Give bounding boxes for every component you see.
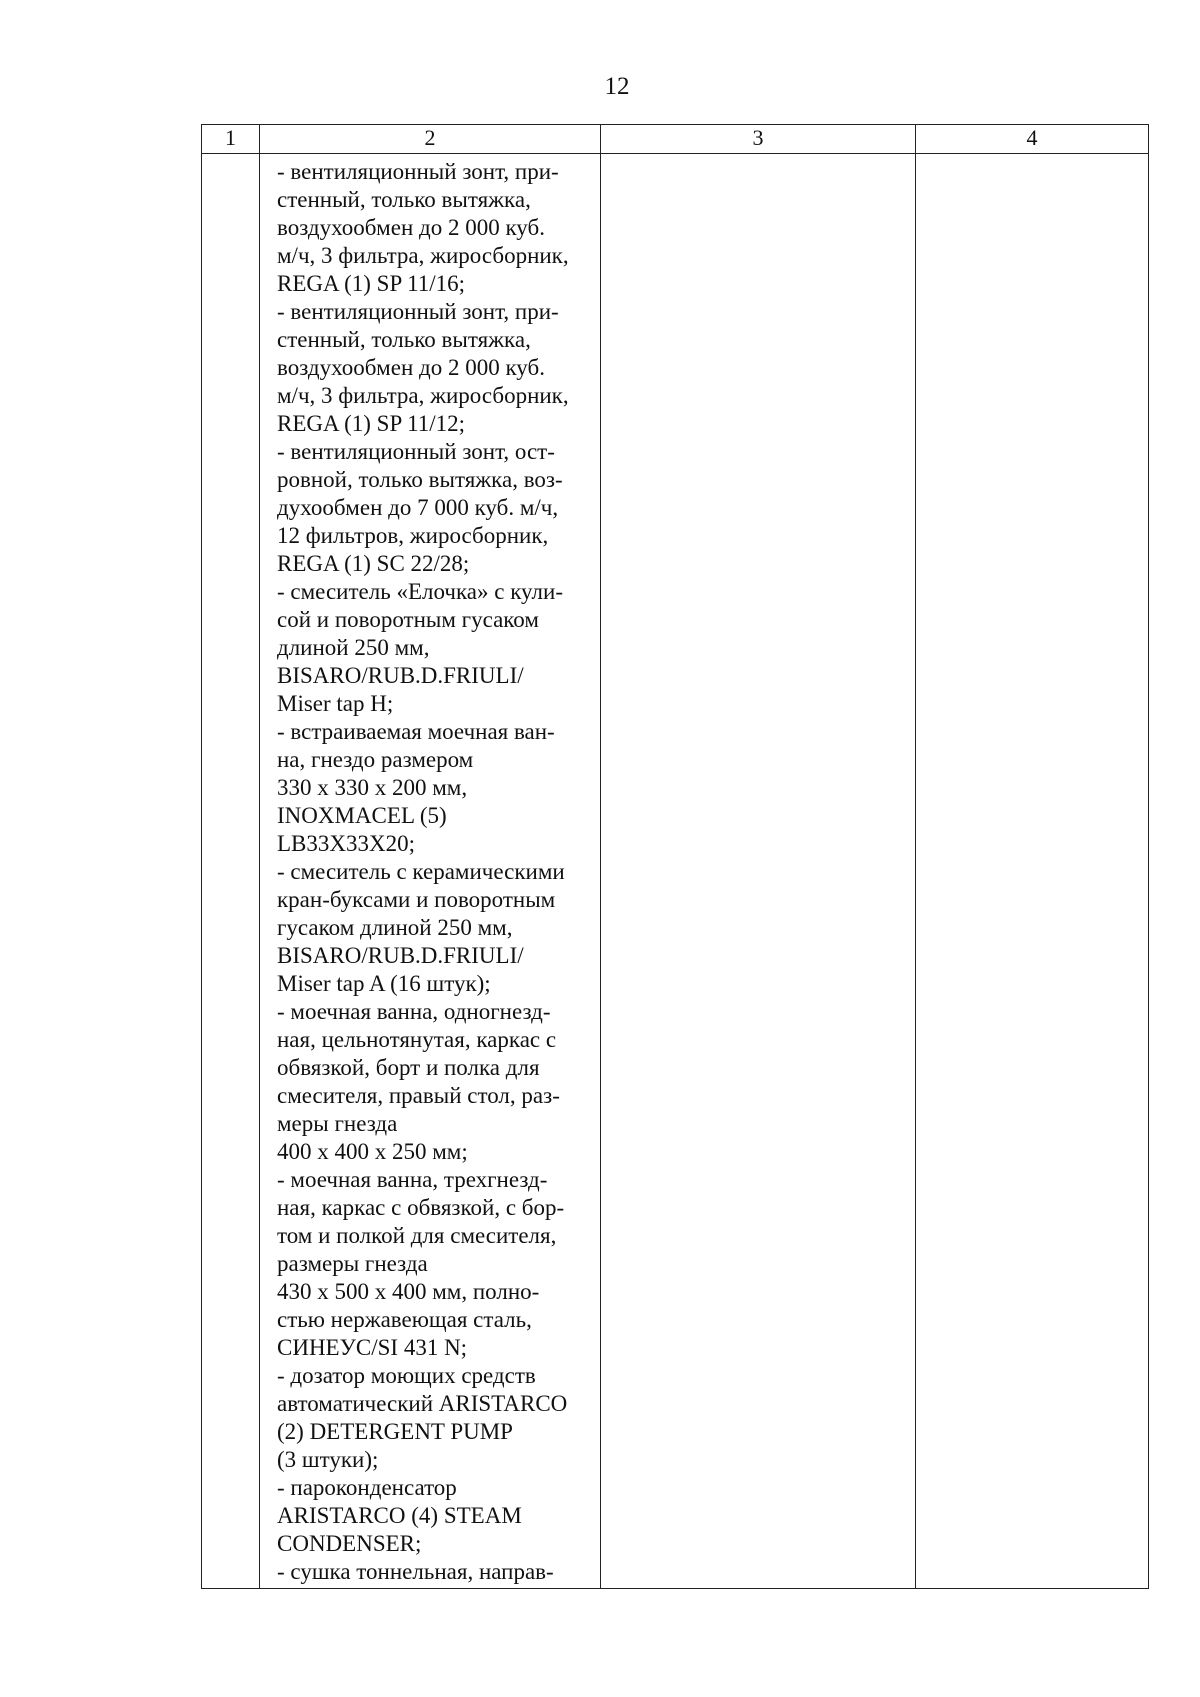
text-line: смесителя, правый стол, раз- [277, 1083, 560, 1108]
text-line: (2) DETERGENT PUMP [277, 1419, 513, 1444]
table-row [202, 154, 1149, 1589]
text-line: BISARO/RUB.D.FRIULI/ [277, 943, 524, 968]
text-line: (3 штуки); [277, 1447, 379, 1472]
text-line: кран-буксами и поворотным [277, 887, 556, 912]
column-header-3: 3 [601, 125, 916, 154]
text-line: Miser tap H; [277, 691, 394, 716]
text-line: духообмен до 7 000 куб. м/ч, [277, 495, 559, 520]
text-line: на, гнездо размером [277, 747, 474, 772]
text-line: - встраиваемая моечная ван- [277, 719, 555, 744]
text-line: воздухообмен до 2 000 куб. [277, 355, 545, 380]
text-line: - вентиляционный зонт, при- [277, 299, 559, 324]
text-line: ная, каркас с обвязкой, с бор- [277, 1195, 565, 1220]
table-header-row [202, 125, 1149, 154]
document-table [201, 124, 1149, 1589]
text-line: - вентиляционный зонт, ост- [277, 439, 555, 464]
text-line: - моечная ванна, одногнезд- [277, 999, 551, 1024]
text-line: СИНЕУС/SI 431 N; [277, 1335, 468, 1360]
page-number: 12 [604, 73, 630, 100]
cell-column-3 [601, 154, 916, 1589]
text-line: том и полкой для смесителя, [277, 1223, 557, 1248]
text-line: BISARO/RUB.D.FRIULI/ [277, 663, 524, 688]
text-line: - смеситель «Елочка» с кули- [277, 579, 563, 604]
text-line: - пароконденсатор [277, 1475, 457, 1500]
text-line: автоматический ARISTARCO [277, 1391, 568, 1416]
text-line: - дозатор моющих средств [277, 1363, 536, 1388]
text-line: 330 x 330 x 200 мм, [277, 775, 468, 800]
text-line: стенный, только вытяжка, [277, 187, 531, 212]
text-line: LB33X33X20; [277, 831, 415, 856]
text-line: стенный, только вытяжка, [277, 327, 531, 352]
text-line: стью нержавеющая сталь, [277, 1307, 532, 1332]
text-line: - вентиляционный зонт, при- [277, 159, 559, 184]
text-line: длиной 250 мм, [277, 635, 430, 660]
equipment-list [260, 154, 600, 1586]
column-header-2: 2 [260, 125, 601, 154]
text-line: воздухообмен до 2 000 куб. [277, 215, 545, 240]
cell-column-4 [916, 154, 1149, 1589]
cell-column-2 [260, 154, 601, 1589]
text-line: м/ч, 3 фильтра, жиросборник, [277, 243, 569, 268]
text-line: меры гнезда [277, 1111, 398, 1136]
column-header-1: 1 [202, 125, 260, 154]
text-line: REGA (1) SP 11/12; [277, 411, 466, 436]
text-line: REGA (1) SP 11/16; [277, 271, 466, 296]
text-line: - смеситель с керамическими [277, 859, 565, 884]
text-line: обвязкой, борт и полка для [277, 1055, 540, 1080]
text-line: ная, цельнотянутая, каркас с [277, 1027, 557, 1052]
column-header-4: 4 [916, 125, 1149, 154]
text-line: 12 фильтров, жиросборник, [277, 523, 549, 548]
text-line: размеры гнезда [277, 1251, 428, 1276]
text-line: м/ч, 3 фильтра, жиросборник, [277, 383, 569, 408]
text-line: гусаком длиной 250 мм, [277, 915, 513, 940]
text-line: ровной, только вытяжка, воз- [277, 467, 563, 492]
cell-column-1 [202, 154, 260, 1589]
text-line: 430 x 500 x 400 мм, полно- [277, 1279, 540, 1304]
text-line: 400 x 400 x 250 мм; [277, 1139, 468, 1164]
text-line: INOXMACEL (5) [277, 803, 447, 828]
text-line: - моечная ванна, трехгнезд- [277, 1167, 548, 1192]
text-line: ARISTARCO (4) STEAM [277, 1503, 522, 1528]
text-line: - сушка тоннельная, направ- [277, 1559, 554, 1584]
text-line: сой и поворотным гусаком [277, 607, 539, 632]
text-line: CONDENSER; [277, 1531, 422, 1556]
text-line: Miser tap A (16 штук); [277, 971, 491, 996]
text-line: REGA (1) SC 22/28; [277, 551, 470, 576]
